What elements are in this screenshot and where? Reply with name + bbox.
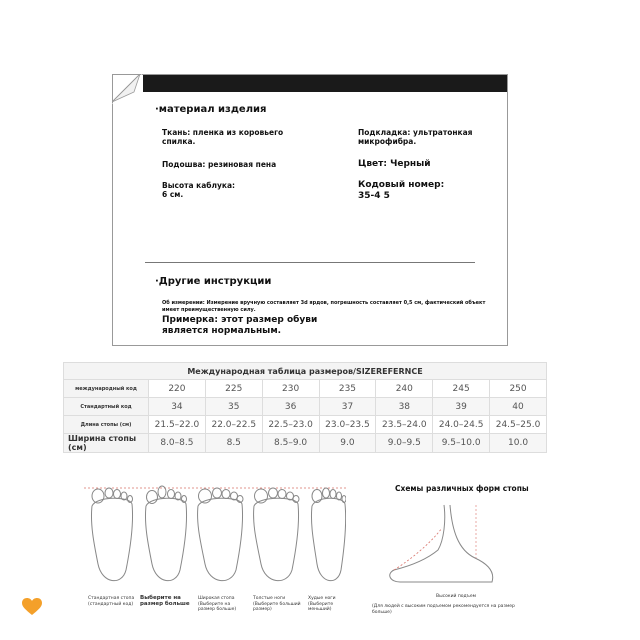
table-cell: 23.5–24.0 bbox=[376, 416, 433, 434]
table-cell: 23.0–23.5 bbox=[319, 416, 376, 434]
foot-label: Выберите на размер больше bbox=[140, 595, 190, 607]
code-text: Кодовый номер: 35-4 5 bbox=[358, 180, 445, 201]
table-row bbox=[64, 380, 547, 398]
card-header-bar bbox=[143, 75, 507, 92]
table-cell: 37 bbox=[319, 398, 376, 416]
table-cell: 34 bbox=[149, 398, 206, 416]
table-cell: 36 bbox=[262, 398, 319, 416]
material-title: ·материал изделия bbox=[155, 104, 267, 115]
table-cell: 250 bbox=[490, 380, 547, 398]
arch-title: Схемы различных форм стопы bbox=[395, 484, 529, 493]
table-cell: 220 bbox=[149, 380, 206, 398]
table-cell: 225 bbox=[205, 380, 262, 398]
heart-icon bbox=[22, 598, 42, 616]
table-cell: 24.5–25.0 bbox=[490, 416, 547, 434]
section-divider bbox=[145, 262, 475, 263]
high-arch-illustration bbox=[380, 500, 530, 590]
table-cell: 9.5–10.0 bbox=[433, 434, 490, 453]
table-cell: 245 bbox=[433, 380, 490, 398]
heel-text: Высота каблука: 6 см. bbox=[162, 181, 236, 199]
size-table-title: Международная таблица размеров/SIZEREFERNCE bbox=[64, 363, 547, 380]
color-text: Цвет: Черный bbox=[358, 159, 431, 169]
foot-label: Стандартная стопа (стандартный код) bbox=[88, 596, 135, 607]
table-cell: 35 bbox=[205, 398, 262, 416]
table-row bbox=[64, 416, 547, 434]
sole-text: Подошва: резиновая пена bbox=[162, 160, 277, 169]
foot-standard-icon bbox=[91, 488, 132, 581]
table-cell: 9.0 bbox=[319, 434, 376, 453]
lining-text: Подкладка: ультратонкая микрофибра. bbox=[358, 128, 473, 146]
table-row bbox=[64, 434, 547, 453]
table-cell: 8.5 bbox=[205, 434, 262, 453]
foot-shapes-illustration bbox=[84, 484, 346, 594]
foot-label: Худые ноги (Выберите меньший) bbox=[308, 596, 336, 612]
foot-greek-icon bbox=[145, 486, 186, 581]
size-table bbox=[63, 362, 547, 453]
table-cell: 24.0–24.5 bbox=[433, 416, 490, 434]
table-cell: 8.0–8.5 bbox=[149, 434, 206, 453]
instructions-title: ·Другие инструкции bbox=[155, 276, 272, 287]
foot-wide-icon bbox=[198, 488, 243, 581]
table-cell: 9.0–9.5 bbox=[376, 434, 433, 453]
foot-thick-icon bbox=[254, 488, 299, 581]
foot-thin-icon bbox=[311, 488, 346, 581]
table-cell: 22.0–22.5 bbox=[205, 416, 262, 434]
table-cell: 22.5–23.0 bbox=[262, 416, 319, 434]
table-cell: 38 bbox=[376, 398, 433, 416]
foot-label: Широкая стопа (Выберите на размер больше) bbox=[198, 596, 237, 612]
measure-note: Об измерении: Измерение вручную составляет 3d ярдов, погрешность составляет 0,5 см, фактический объект имеет преимущественную силу. bbox=[162, 300, 486, 313]
table-cell: 235 bbox=[319, 380, 376, 398]
table-cell: 230 bbox=[262, 380, 319, 398]
foot-label: Толстые ноги (Выберите больший размер) bbox=[253, 596, 301, 612]
fit-note: Примерка: этот размер обуви является нормальным. bbox=[162, 315, 318, 336]
table-row bbox=[64, 398, 547, 416]
page-fold-icon bbox=[112, 74, 142, 104]
table-cell: 10.0 bbox=[490, 434, 547, 453]
arch-note: (Для людей с высоким подъемом рекомендуется на размер больше) bbox=[372, 604, 515, 615]
table-cell: 8.5–9.0 bbox=[262, 434, 319, 453]
row-label: Стандартный код bbox=[64, 398, 149, 416]
row-label: Ширина стопы (см) bbox=[64, 434, 149, 453]
table-cell: 21.5–22.0 bbox=[149, 416, 206, 434]
table-cell: 39 bbox=[433, 398, 490, 416]
row-label: Длина стопы (см) bbox=[64, 416, 149, 434]
table-cell: 40 bbox=[490, 398, 547, 416]
fabric-text: Ткань: пленка из коровьего спилка. bbox=[162, 128, 284, 146]
arch-label: Высокий подъем bbox=[436, 594, 477, 599]
table-cell: 240 bbox=[376, 380, 433, 398]
row-label: международный код bbox=[64, 380, 149, 398]
